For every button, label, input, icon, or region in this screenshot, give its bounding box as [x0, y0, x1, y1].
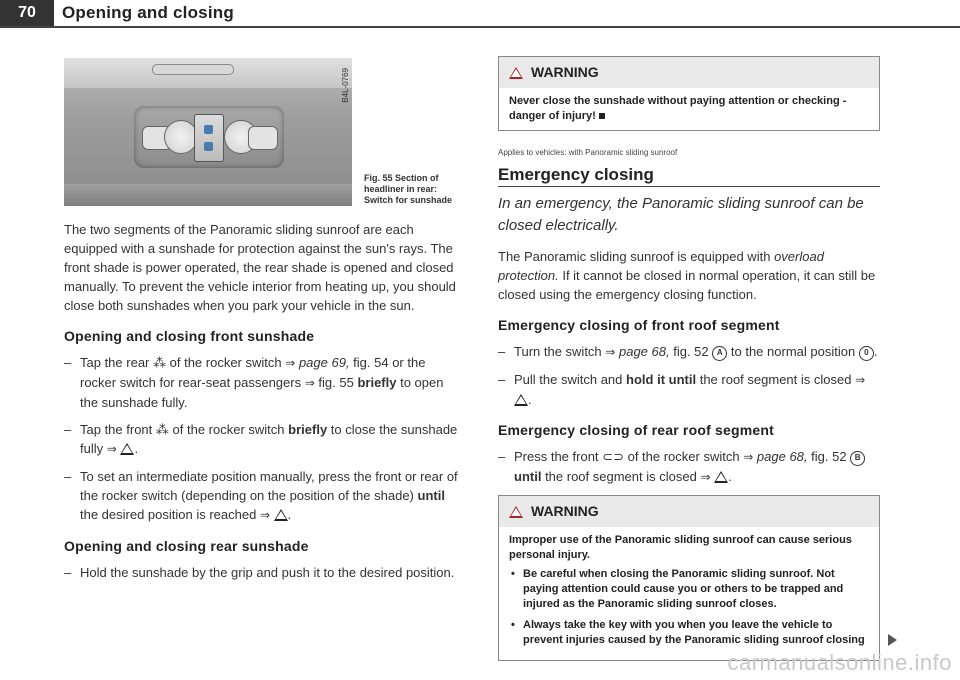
xref-arrow-icon: ⇒ — [285, 356, 296, 370]
emergency-closing-title: Emergency closing — [498, 165, 880, 187]
xref-arrow-icon: ⇒ — [743, 450, 754, 464]
list-item: – Pull the switch and hold it until the roof segment is closed ⇒ . — [498, 370, 880, 409]
figure-caption-sub: Switch for sunshade — [364, 195, 453, 205]
figure-round-button-left — [164, 120, 198, 154]
right-column — [498, 56, 880, 673]
emergency-front-heading: Emergency closing of front roof segment — [498, 317, 780, 333]
header-rule — [0, 26, 960, 28]
warning-header — [499, 496, 879, 527]
warning-icon[interactable] — [120, 443, 134, 455]
watermark: carmanualsonline.info — [727, 650, 952, 675]
list-item: – Tap the rear ⁂ of the rocker switch ⇒ page 69, fig. 54 or the rocker switch for rear-seat passengers ⇒ fig. 55 briefly to open the sunshade fully. — [64, 353, 464, 412]
warning-header — [499, 57, 879, 88]
emergency-front-steps — [498, 342, 880, 409]
rear-sunshade-steps — [64, 563, 464, 582]
callout-b-icon: B — [850, 451, 865, 466]
callout-a-icon: A — [712, 346, 727, 361]
figure-code: B4L-0769 — [341, 68, 350, 103]
applies-to-note: Applies to vehicles: with Panoramic sliding sunroof — [498, 148, 678, 157]
figure-lamp-right — [248, 126, 278, 150]
front-rocker-symbol-icon: ⊂⊃ — [602, 449, 624, 464]
warning-triangle-icon — [509, 67, 523, 79]
figure-reference-link[interactable]: fig. 55 — [318, 375, 354, 390]
emergency-intro-paragraph: The Panoramic sliding sunroof is equipped with overload protection. If it cannot be closed in normal operation, it can still be closed using the emergency closing function. — [498, 249, 876, 302]
front-sunshade-heading: Opening and closing front sunshade — [64, 328, 315, 344]
warning-title: WARNING — [531, 64, 599, 80]
warning-triangle-icon — [509, 506, 523, 518]
rear-sunshade-heading: Opening and closing rear sunshade — [64, 538, 309, 554]
callout-0-icon: 0 — [859, 346, 874, 361]
end-mark-icon — [599, 113, 605, 119]
xref-arrow-icon: ⇒ — [304, 376, 315, 390]
page-number: 70 — [0, 0, 54, 26]
intro-paragraph: The two segments of the Panoramic sliding sunroof are each equipped with a sunshade for protection against the sun's rays. The front shade is power operated, the rear shade is opened and closed manually. To prevent the vehicle interior from heating up, you should close both sunshades when you park your vehicle in the sun. — [64, 222, 456, 313]
list-item: – Press the front ⊂⊃ of the rocker switch ⇒ page 68, fig. 52 B until the roof segment is closed ⇒ . — [498, 447, 880, 487]
xref-arrow-icon: ⇒ — [106, 442, 117, 456]
list-item: • Always take the key with you when you leave the vehicle to prevent injuries caused by the Panoramic sliding sunroof closing — [509, 618, 869, 648]
xref-arrow-icon: ⇒ — [700, 470, 711, 484]
warning-heading: Improper use of the Panoramic sliding sunroof can cause serious personal injury. — [509, 534, 852, 561]
warning-box-sunshade — [498, 56, 880, 131]
continue-arrow-icon[interactable] — [888, 634, 897, 646]
warning-icon[interactable] — [714, 471, 728, 483]
warning-icon[interactable] — [274, 509, 288, 521]
warning-body: Never close the sunshade without paying attention or checking - danger of injury! — [509, 95, 847, 122]
list-item: – Turn the switch ⇒ page 68, fig. 52 A to the normal position 0 . — [498, 342, 880, 362]
figure-caption-title: Fig. 55 Section of headliner in rear: — [364, 173, 439, 194]
page-reference-link[interactable]: page 68, — [756, 449, 808, 464]
list-item: – To set an intermediate position manually, press the front or rear of the rocker switch (depending on the position of the shade) until the desired position is reached ⇒ . — [64, 467, 464, 525]
left-column — [64, 220, 464, 590]
front-sunshade-steps — [64, 353, 464, 525]
page-reference-link[interactable]: page 69, — [298, 355, 350, 370]
lead-text: In an emergency, the Panoramic sliding sunroof can be closed electrically. — [498, 195, 864, 234]
warning-box-sunroof — [498, 495, 880, 661]
figure-rocker-switch — [194, 114, 224, 162]
warning-body — [499, 527, 879, 660]
list-item: – Hold the sunshade by the grip and push it to the desired position. — [64, 563, 464, 582]
front-switch-symbol-icon: ⁂ — [155, 422, 169, 437]
xref-arrow-icon: ⇒ — [259, 508, 271, 522]
rear-switch-symbol-icon: ⁂ — [153, 355, 166, 370]
warning-title: WARNING — [531, 503, 599, 519]
figure-switch-panel — [134, 106, 284, 168]
warning-bullets — [509, 567, 869, 648]
figure-headliner-switch — [64, 58, 352, 206]
warning-icon[interactable] — [514, 394, 528, 406]
figure-grip-slot — [152, 64, 234, 75]
emergency-rear-steps — [498, 447, 880, 487]
section-title: Opening and closing — [62, 3, 234, 22]
xref-arrow-icon: ⇒ — [605, 345, 616, 359]
figure-lower-band — [64, 184, 352, 206]
figure-caption — [364, 173, 474, 206]
emergency-rear-heading: Emergency closing of rear roof segment — [498, 422, 775, 438]
page-reference-link[interactable]: page 68, — [618, 344, 670, 359]
list-item: • Be careful when closing the Panoramic sliding sunroof. Not paying attention could cause you or others to be trapped and injured as the Panoramic sliding sunroof closes. — [509, 567, 869, 612]
list-item: – Tap the front ⁂ of the rocker switch briefly to close the sunshade fully ⇒ . — [64, 420, 464, 459]
xref-arrow-icon: ⇒ — [855, 373, 866, 387]
